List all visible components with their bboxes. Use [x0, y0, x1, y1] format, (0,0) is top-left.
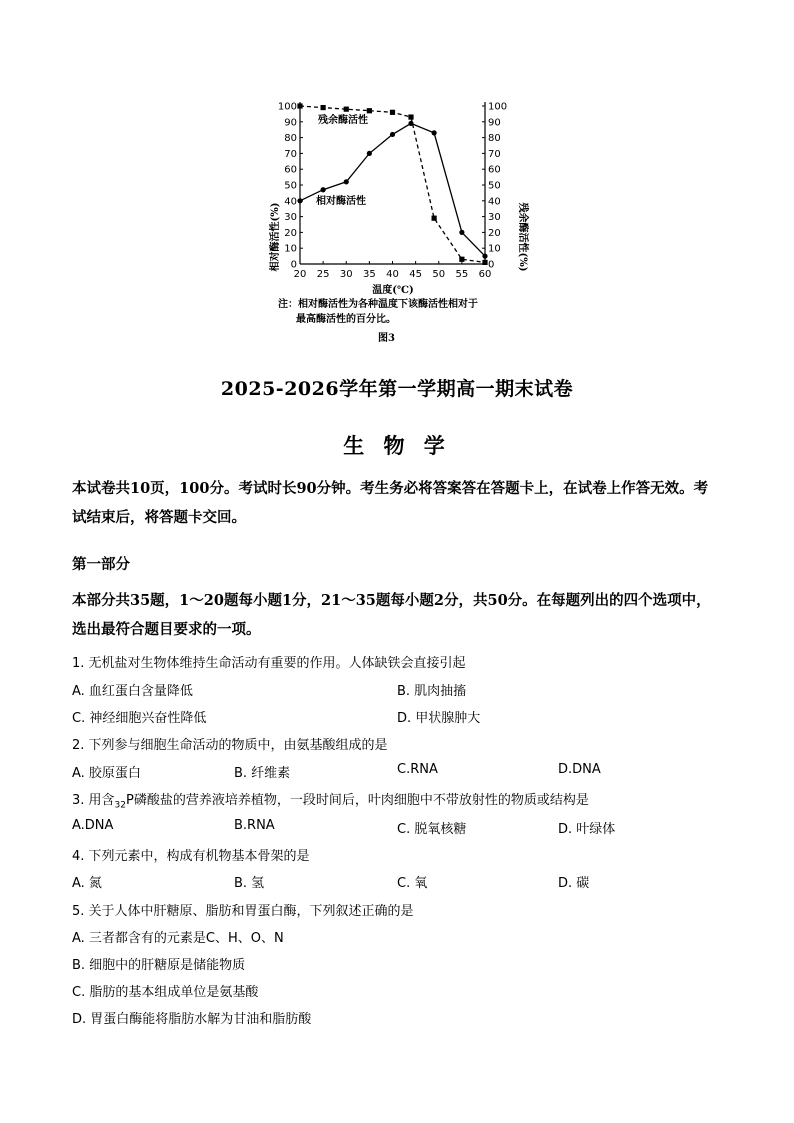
left-tick-label: 100 [277, 101, 297, 113]
left-tick-label: 0 [290, 259, 297, 271]
residual-activity-point [432, 216, 437, 221]
series-relative-label: 相对酶活性 [316, 196, 366, 207]
right-tick-label: 90 [488, 117, 501, 129]
x-tick-label: 55 [455, 269, 469, 280]
x-tick-label: 20 [293, 269, 307, 280]
question-4-stem: 4. 下列元素中，构成有机物基本骨架的是 [72, 849, 310, 864]
relative-activity-point [367, 151, 372, 156]
residual-activity-point [321, 105, 326, 110]
question-2-option-c[interactable]: C.RNA [397, 762, 438, 777]
left-tick-label: 30 [284, 212, 297, 224]
residual-activity-point [390, 110, 395, 115]
question-5-option-d[interactable]: D. 胃蛋白酶能将脂肪水解为甘油和脂肪酸 [72, 1012, 312, 1027]
question-4-option-a[interactable]: A. 氮 [72, 876, 102, 891]
right-tick-label: 0 [488, 259, 495, 271]
question-1-stem: 1. 无机盐对生物体维持生命活动有重要的作用。人体缺铁会直接引起 [72, 656, 466, 671]
right-tick-label: 20 [488, 227, 501, 239]
question-2-option-d[interactable]: D.DNA [558, 762, 601, 777]
right-tick-label: 30 [488, 212, 501, 224]
question-1-option-c[interactable]: C. 神经细胞兴奋性降低 [72, 711, 207, 726]
isotope-mass-number: 32 [114, 800, 126, 811]
question-1-option-a[interactable]: A. 血红蛋白含量降低 [72, 684, 193, 699]
question-3-stem [72, 789, 589, 811]
x-tick-label: 60 [478, 269, 492, 280]
question-3-stem-suffix: P磷酸盐的营养液培养植物，一段时间后，叶肉细胞中不带放射性的物质或结构是 [126, 793, 589, 808]
question-2-option-b[interactable]: B. 纤维素 [234, 766, 291, 781]
figure-note-line1: 注：相对酶活性为各种温度下该酶活性相对于 [278, 299, 478, 310]
series-residual-label: 残余酶活性 [318, 115, 368, 126]
question-5-option-b[interactable]: B. 细胞中的肝糖原是储能物质 [72, 958, 246, 973]
figure-caption: 图3 [378, 333, 395, 344]
relative-activity-point [344, 179, 349, 184]
relative-activity-point [432, 130, 437, 135]
right-tick-label: 80 [488, 133, 501, 145]
left-tick-label: 80 [284, 133, 297, 145]
x-tick-label: 35 [363, 269, 376, 280]
right-tick-label: 70 [488, 148, 501, 160]
x-axis-label: 温度(℃) [372, 285, 414, 296]
right-tick-label: 10 [488, 243, 501, 255]
question-4-option-c[interactable]: C. 氧 [397, 876, 428, 891]
exam-instructions: 本试卷共10页，100分。考试时长90分钟。考生务必将答案答在答题卡上，在试卷上作答无效。考试结束后，将答题卡交回。 [72, 480, 709, 526]
relative-activity-point [459, 230, 464, 235]
left-tick-label: 40 [284, 196, 297, 208]
left-axis-label: 相对酶活性(%) [270, 202, 281, 272]
residual-activity-point [482, 260, 487, 265]
question-4-option-b[interactable]: B. 氢 [234, 876, 265, 891]
left-tick-label: 50 [284, 180, 297, 192]
question-3-option-b[interactable]: B.RNA [234, 818, 275, 833]
x-tick-label: 25 [316, 269, 330, 280]
enzyme-activity-chart [266, 95, 532, 345]
question-5-stem: 5. 关于人体中肝糖原、脂肪和胃蛋白酶，下列叙述正确的是 [72, 904, 414, 919]
figure-3 [266, 95, 532, 345]
left-tick-label: 60 [284, 164, 297, 176]
residual-activity-point [367, 108, 372, 113]
right-axis-label: 残余酶活性(%) [517, 202, 528, 272]
question-2-stem: 2. 下列参与细胞生命活动的物质中，由氨基酸组成的是 [72, 738, 388, 753]
relative-activity-line [300, 123, 485, 256]
left-tick-label: 10 [284, 243, 297, 255]
relative-activity-point [390, 132, 395, 137]
left-tick-label: 90 [284, 117, 297, 129]
x-tick-label: 45 [409, 269, 422, 280]
subject-title: 生 物 学 [343, 433, 451, 458]
left-tick-label: 70 [284, 148, 297, 160]
right-tick-label: 50 [488, 180, 501, 192]
question-4-option-d[interactable]: D. 碳 [558, 876, 590, 891]
relative-activity-point [482, 254, 487, 259]
question-2-option-a[interactable]: A. 胶原蛋白 [72, 766, 141, 781]
question-1-option-b[interactable]: B. 肌肉抽搐 [397, 684, 467, 699]
question-5-option-c[interactable]: C. 脂肪的基本组成单位是氨基酸 [72, 985, 259, 1000]
question-3-option-c[interactable]: C. 脱氧核糖 [397, 822, 467, 837]
x-tick-label: 30 [339, 269, 353, 280]
right-tick-label: 100 [488, 101, 508, 113]
exam-title: 2025-2026学年第一学期高一期末试卷 [220, 378, 574, 400]
relative-activity-point [321, 187, 326, 192]
relative-activity-point [297, 198, 302, 203]
part-description: 本部分共35题，1～20题每小题1分，21～35题每小题2分，共50分。在每题列出的四个选项中，选出最符合题目要求的一项。 [72, 592, 711, 638]
residual-activity-point [459, 257, 464, 262]
left-tick-label: 20 [284, 227, 297, 239]
question-5-option-a[interactable]: A. 三者都含有的元素是C、H、O、N [72, 931, 284, 946]
right-tick-label: 60 [488, 164, 501, 176]
question-1-option-d[interactable]: D. 甲状腺肿大 [397, 711, 481, 726]
residual-activity-point [408, 114, 413, 119]
question-3-option-a[interactable]: A.DNA [72, 818, 114, 833]
question-3-stem-prefix: 3. 用含 [72, 793, 115, 808]
residual-activity-point [344, 107, 349, 112]
residual-activity-point [297, 103, 302, 108]
residual-activity-line [300, 106, 485, 262]
x-tick-label: 50 [432, 269, 446, 280]
right-tick-label: 40 [488, 196, 501, 208]
figure-note-line2: 最高酶活性的百分比。 [296, 314, 396, 325]
question-3-option-d[interactable]: D. 叶绿体 [558, 822, 616, 837]
part-heading: 第一部分 [72, 556, 130, 573]
x-tick-label: 40 [386, 269, 399, 280]
